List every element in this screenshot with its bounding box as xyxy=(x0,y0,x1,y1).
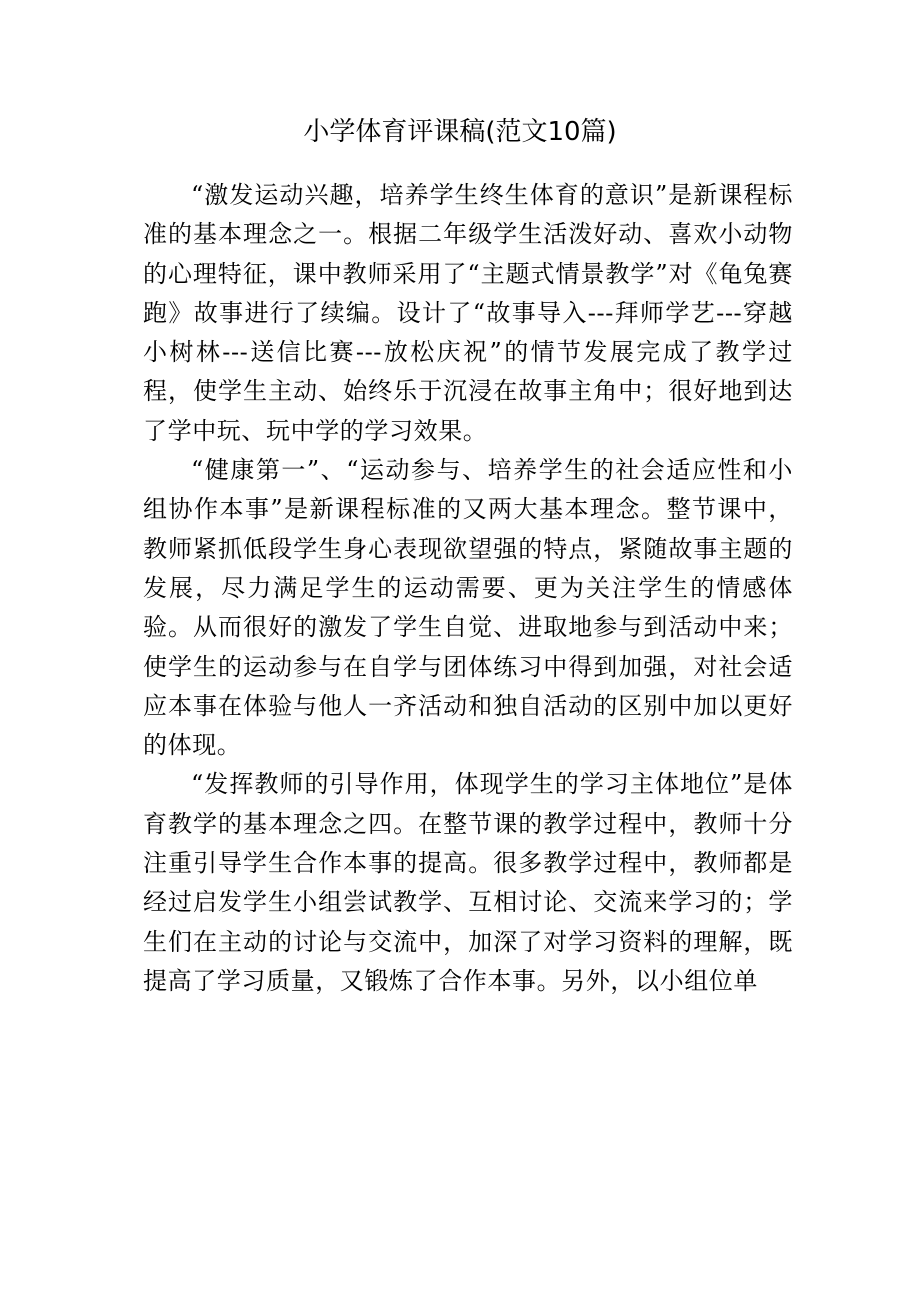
paragraph-3: “发挥教师的引导作用，体现学生的学习主体地位”是体育教学的基本理念之四。在整节课的教学过程中，教师十分注重引导学生合作本事的提高。很多教学过程中，教师都是经过启发学生小组尝试教学、互相讨论、交流来学习的；学生们在主动的讨论与交流中，加深了对学习资料的理解，既提高了学习质量，又锻炼了合作本事。另外，以小组位单 xyxy=(143,770,793,995)
paragraph-2: “健康第一”、“运动参与、培养学生的社会适应性和小组协作本事”是新课程标准的又两大基本理念。整节课中，教师紧抓低段学生身心表现欲望强的特点，紧随故事主题的发展，尽力满足学生的运动需要、更为关注学生的情感体验。从而很好的激发了学生自觉、进取地参与到活动中来；使学生的运动参与在自学与团体练习中得到加强，对社会适应本事在体验与他人一齐活动和独自活动的区别中加以更好的体现。 xyxy=(143,456,793,760)
document-title: 小学体育评课稿(范文10篇) xyxy=(303,117,617,147)
document-body xyxy=(143,176,793,1001)
paragraph-1: “激发运动兴趣，培养学生终生体育的意识”是新课程标准的基本理念之一。根据二年级学生活泼好动、喜欢小动物的心理特征，课中教师采用了“主题式情景教学”对《龟兔赛跑》故事进行了续编。设计了“故事导入---拜师学艺---穿越小树林---送信比赛---放松庆祝”的情节发展完成了教学过程，使学生主动、始终乐于沉浸在故事主角中；很好地到达了学中玩、玩中学的学习效果。 xyxy=(143,181,793,445)
